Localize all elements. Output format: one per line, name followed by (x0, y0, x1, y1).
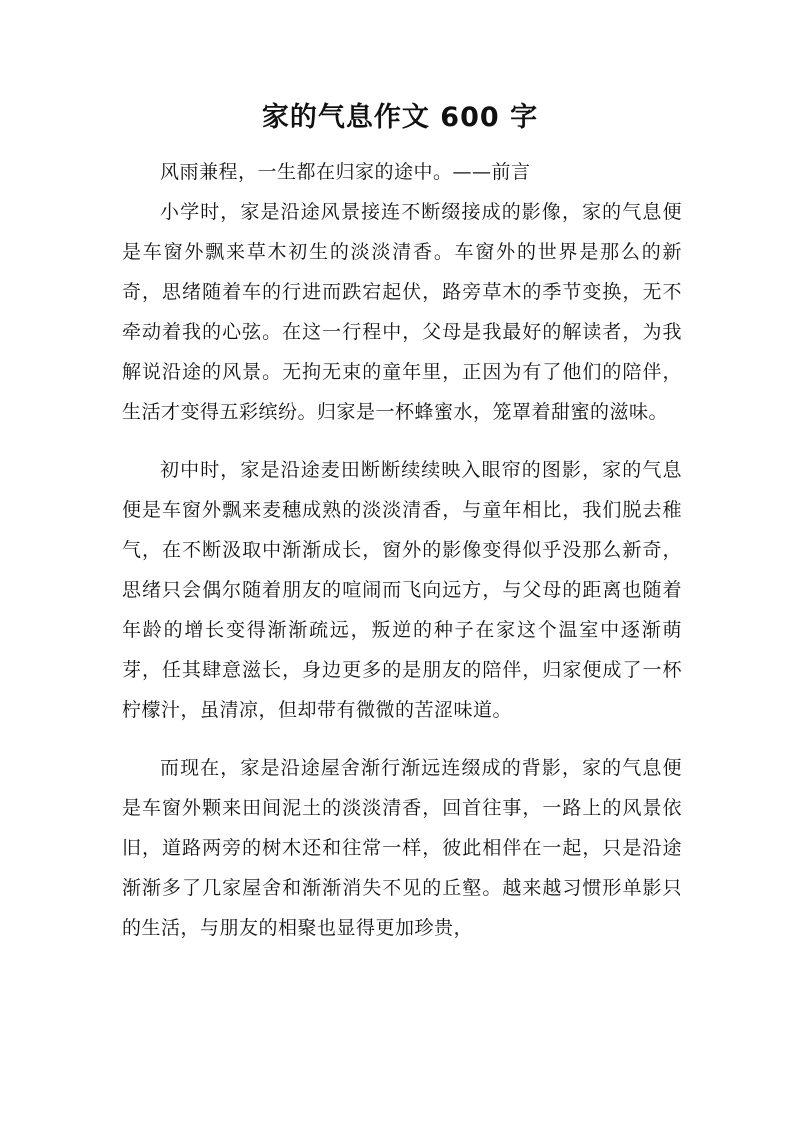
preface-paragraph: 风雨兼程，一生都在归家的途中。——前言 (160, 161, 531, 183)
paragraph-middle-school: 初中时，家是沿途麦田断断续续映入眼帘的图影，家的气息便是车窗外飘来麦穗成熟的淡淡清香，与童年相比，我们脱去稚气，在不断汲取中渐渐成长，窗外的影像变得似乎没那么新奇，思绪只会偶尔随着朋友的喧闹而飞向远方，与父母的距离也随着年龄的增长变得渐渐疏远，叛逆的种子在家这个温室中逐渐萌芽，任其肆意滋长，身边更多的是朋友的陪伴，归家便成了一杯柠檬汁，虽清凉，但却带有微微的苦涩味道。 (122, 459, 682, 721)
document-body (122, 152, 682, 966)
paragraph-present: 而现在，家是沿途屋舍渐行渐远连缀成的背影，家的气息便是车窗外颗来田间泥土的淡淡清香，回首往事，一路上的风景依旧，道路两旁的树木还和往常一样，彼此相伴在一起，只是沿途渐渐多了几家屋舍和渐渐消失不见的丘壑。越来越习惯形单影只的生活，与朋友的相聚也显得更加珍贵， (122, 757, 682, 939)
paragraph-primary-school: 小学时，家是沿途风景接连不断缀接成的影像，家的气息便是车窗外飘来草木初生的淡淡清香。车窗外的世界是那么的新奇，思绪随着车的行进而跌宕起伏，路旁草木的季节变换，无不牵动着我的心弦。在这一行程中，父母是我最好的解读者，为我解说沿途的风景。无拘无束的童年里，正因为有了他们的陪伴，生活才变得五彩缤纷。归家是一杯蜂蜜水，笼罩着甜蜜的滋味。 (122, 201, 682, 423)
document-title: 家的气息作文 600 字 (261, 102, 539, 133)
